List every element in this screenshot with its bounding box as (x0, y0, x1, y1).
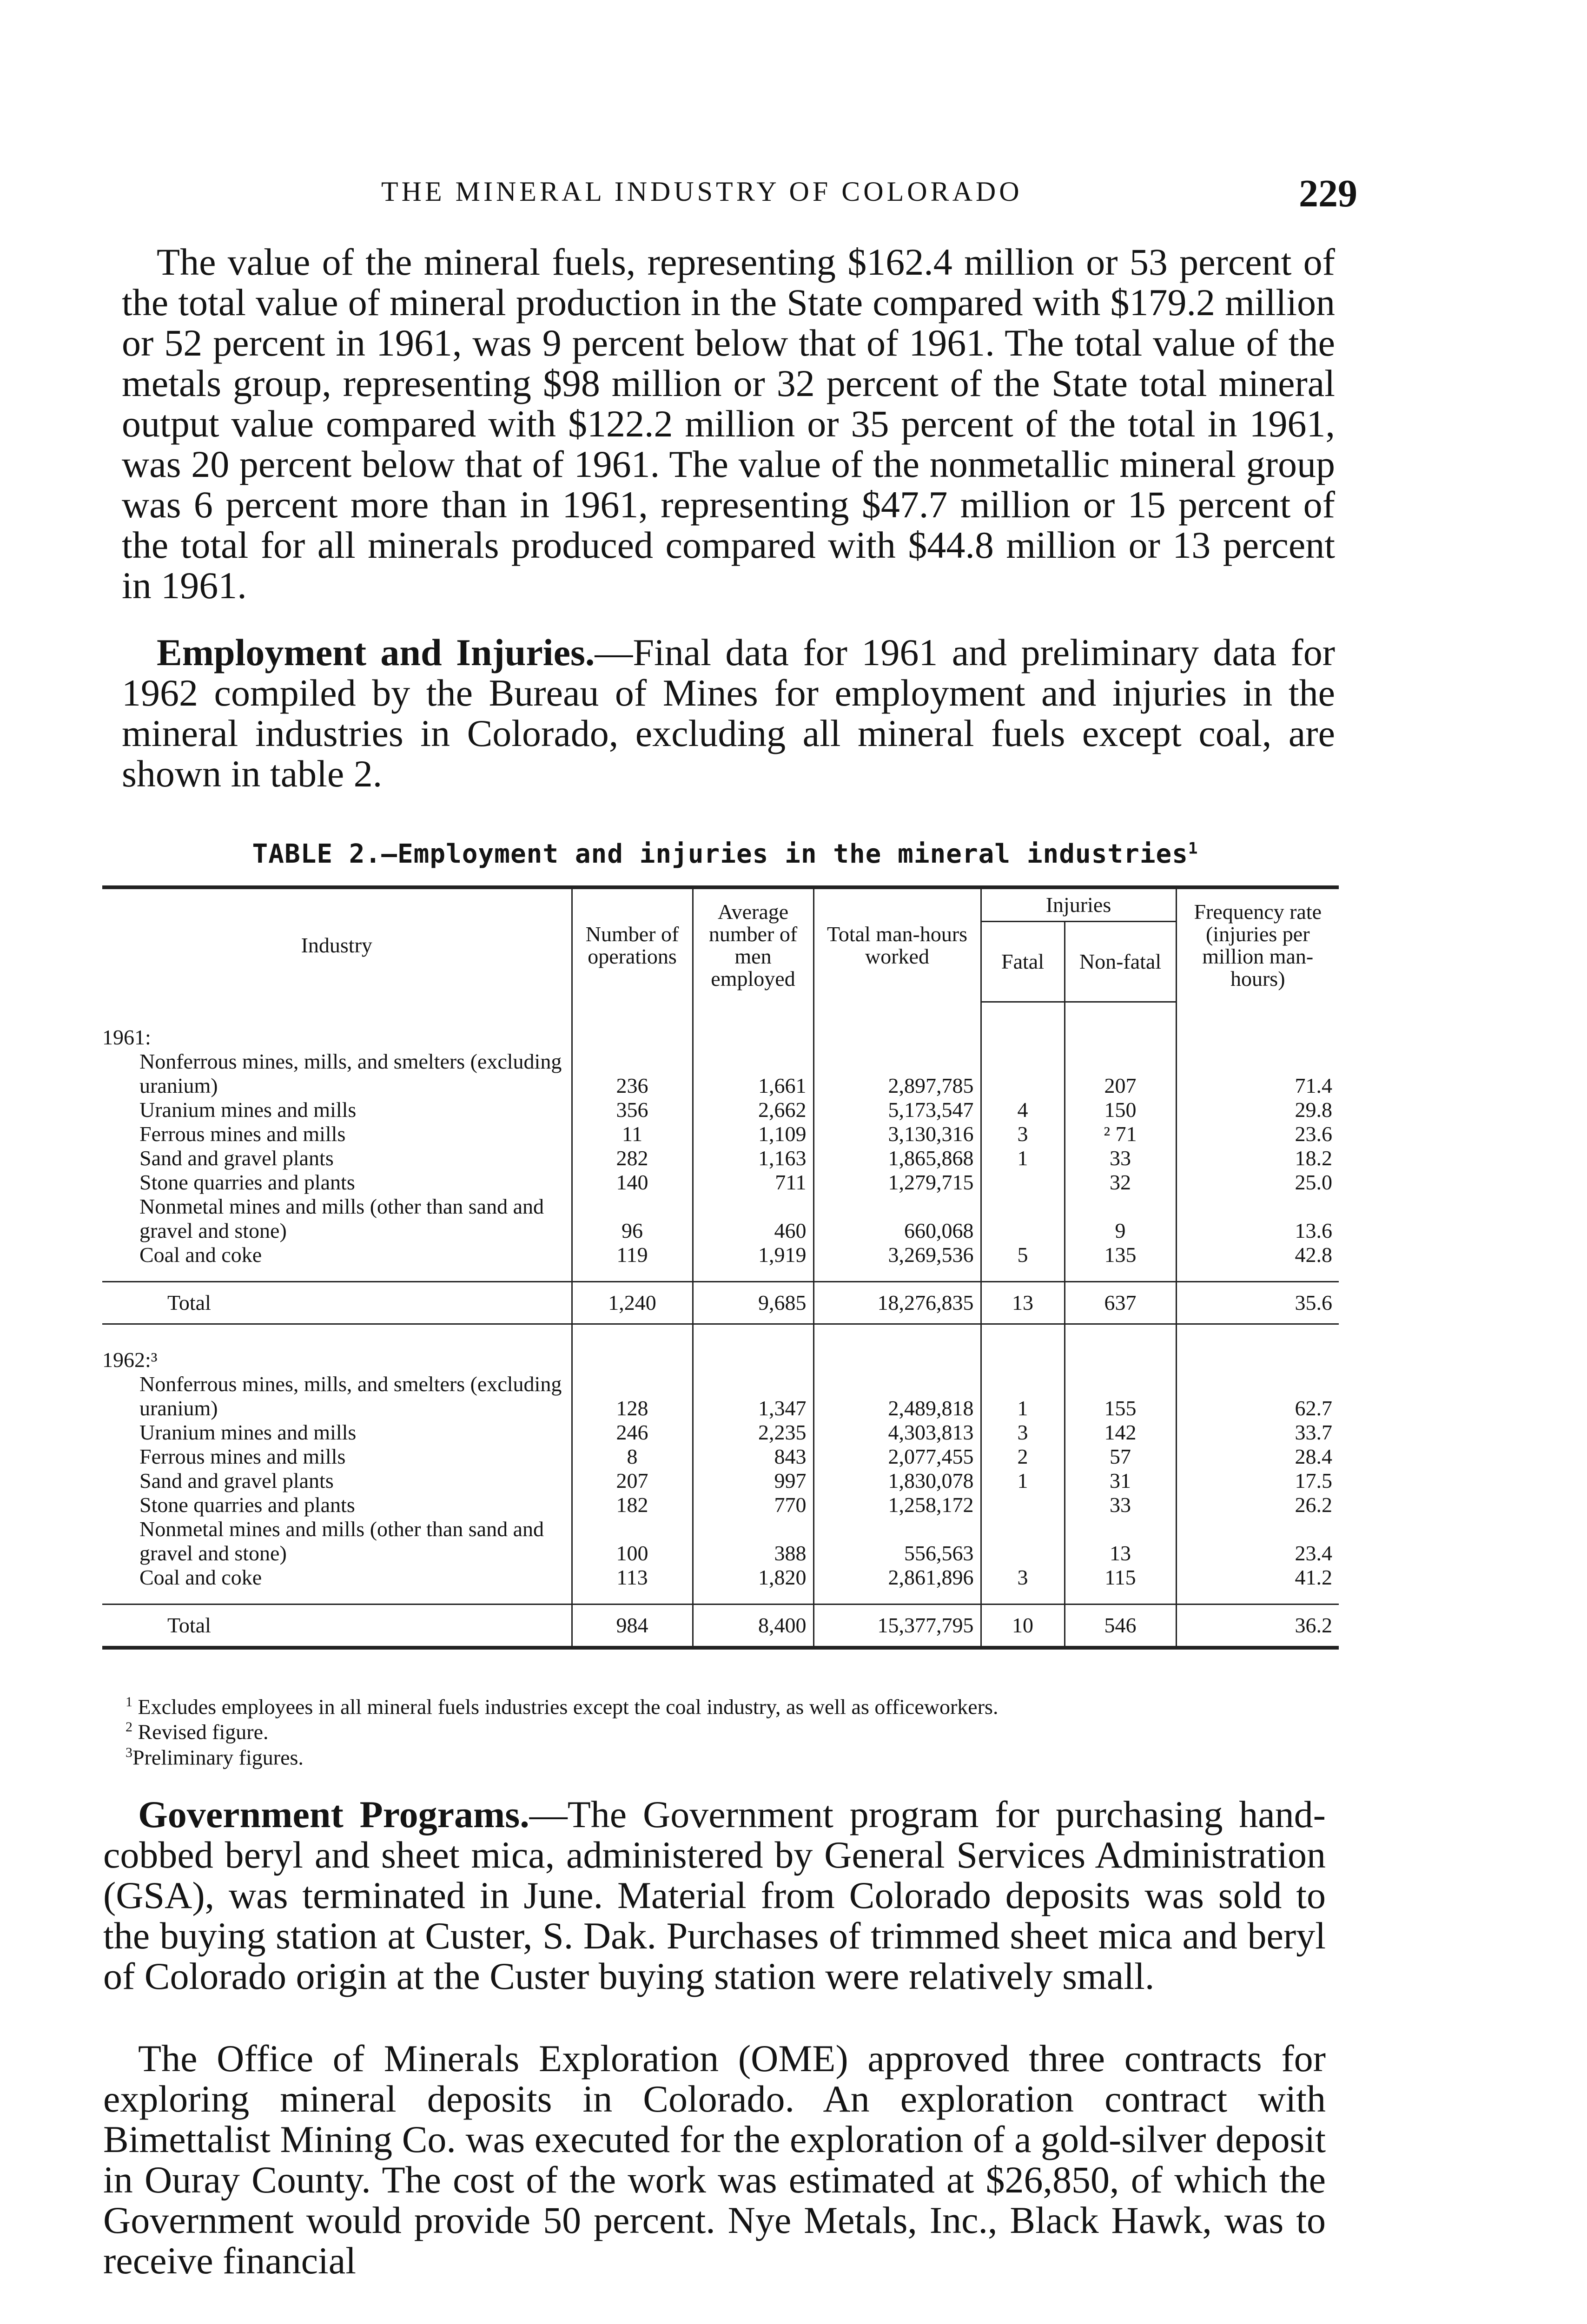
table-row (102, 1517, 1339, 1565)
hours-cell: 3,130,316 (813, 1122, 981, 1146)
men-cell: 997 (693, 1469, 813, 1493)
men-cell: 2,235 (693, 1420, 813, 1445)
nonfatal-cell: 207 (1065, 1050, 1176, 1098)
table-row (102, 1122, 1339, 1146)
industry-cell: Sand and gravel plants (139, 1468, 334, 1492)
operations-cell: 282 (572, 1146, 693, 1170)
paragraph-employment (122, 632, 1335, 794)
total-row (102, 1281, 1339, 1324)
men-cell: 1,347 (693, 1372, 813, 1420)
employment-table-wrapper (102, 885, 1339, 1650)
year-row (102, 1002, 1339, 1050)
fatal-cell: 1 (981, 1372, 1065, 1420)
fatal-cell (981, 1517, 1065, 1565)
page-number: 229 (1299, 172, 1357, 215)
fatal-cell: 3 (981, 1420, 1065, 1445)
men-cell: 388 (693, 1517, 813, 1565)
frequency-cell: 13.6 (1176, 1195, 1339, 1243)
table-row (102, 1469, 1339, 1493)
hours-cell: 1,258,172 (813, 1493, 981, 1517)
table-row (102, 1243, 1339, 1282)
fatal-cell: 3 (981, 1565, 1065, 1604)
total-hours: 18,276,835 (813, 1281, 981, 1324)
hours-cell: 556,563 (813, 1517, 981, 1565)
hours-cell: 5,173,547 (813, 1098, 981, 1122)
nonfatal-cell: 9 (1065, 1195, 1176, 1243)
hours-cell: 2,861,896 (813, 1565, 981, 1604)
nonfatal-cell: 33 (1065, 1146, 1176, 1170)
table-row (102, 1420, 1339, 1445)
nonfatal-cell: 155 (1065, 1372, 1176, 1420)
nonfatal-cell: ² 71 (1065, 1122, 1176, 1146)
frequency-cell: 29.8 (1176, 1098, 1339, 1122)
operations-cell: 113 (572, 1565, 693, 1604)
year-label: 1962:³ (102, 1347, 158, 1372)
paragraph-government-programs (103, 1794, 1326, 1996)
header-fatal: Fatal (981, 922, 1065, 1002)
nonfatal-cell: 135 (1065, 1243, 1176, 1282)
operations-cell: 96 (572, 1195, 693, 1243)
header-operations: Number of operations (572, 887, 693, 1002)
total-label: Total (102, 1604, 572, 1648)
nonfatal-cell: 33 (1065, 1493, 1176, 1517)
men-cell: 2,662 (693, 1098, 813, 1122)
total-men: 9,685 (693, 1281, 813, 1324)
paragraph-mineral-fuels: The value of the mineral fuels, representing $162.4 million or 53 percent of the total value of mineral production in the State compared with $179.2 million or 52 percent in 1961, was 9 percent below that of 1961. The total value of the metals group, representing $98 million or 32 percent of the State total mineral output value compared with $122.2 million or 35 percent of the total in 1961, was 20 percent below that of 1961. The value of the nonmetallic mineral group was 6 percent more than in 1961, representing $47.7 million or 15 percent of the total for all minerals produced compared with $44.8 million or 13 percent in 1961. (122, 241, 1335, 607)
footnote-text: Revised figure. (138, 1720, 269, 1744)
fatal-cell: 3 (981, 1122, 1065, 1146)
nonfatal-cell: 57 (1065, 1445, 1176, 1469)
frequency-cell: 26.2 (1176, 1493, 1339, 1517)
men-cell: 460 (693, 1195, 813, 1243)
industry-cell: Nonmetal mines and mills (other than sand and gravel and stone) (139, 1517, 544, 1565)
frequency-cell: 71.4 (1176, 1050, 1339, 1098)
total-fatal: 10 (981, 1604, 1065, 1648)
frequency-cell: 62.7 (1176, 1372, 1339, 1420)
industry-cell: Coal and coke (139, 1565, 262, 1589)
header-industry: Industry (102, 887, 572, 1002)
operations-cell: 11 (572, 1122, 693, 1146)
section-1962 (102, 1324, 1339, 1648)
total-men: 8,400 (693, 1604, 813, 1648)
employment-injuries-table (102, 885, 1339, 1650)
table-row (102, 1195, 1339, 1243)
operations-cell: 100 (572, 1517, 693, 1565)
industry-cell: Coal and coke (139, 1242, 262, 1267)
fatal-cell (981, 1050, 1065, 1098)
year-label: 1961: (102, 1025, 151, 1049)
men-cell: 1,163 (693, 1146, 813, 1170)
table-row (102, 1098, 1339, 1122)
industry-cell: Uranium mines and mills (139, 1097, 357, 1122)
operations-cell: 207 (572, 1469, 693, 1493)
hours-cell: 2,489,818 (813, 1372, 981, 1420)
nonfatal-cell: 142 (1065, 1420, 1176, 1445)
frequency-cell: 41.2 (1176, 1565, 1339, 1604)
footnote-text: Excludes employees in all mineral fuels industries except the coal industry, as well as officeworkers. (138, 1695, 998, 1719)
industry-cell: Stone quarries and plants (139, 1492, 355, 1517)
total-hours: 15,377,795 (813, 1604, 981, 1648)
operations-cell: 128 (572, 1372, 693, 1420)
table-footnotes (126, 1692, 1334, 1768)
total-operations: 984 (572, 1604, 693, 1648)
total-nonfatal: 637 (1065, 1281, 1176, 1324)
table-row (102, 1050, 1339, 1098)
operations-cell: 356 (572, 1098, 693, 1122)
operations-cell: 182 (572, 1493, 693, 1517)
fatal-cell (981, 1195, 1065, 1243)
running-title: THE MINERAL INDUSTRY OF COLORADO (381, 176, 1023, 207)
industry-cell: Sand and gravel plants (139, 1146, 334, 1170)
paragraph-employment-text: —Final data for 1961 and preliminary data for 1962 compiled by the Bureau of Mines for employment and injuries in the mineral industries in Colorado, excluding all mineral fuels except coal, are shown in table 2. (122, 631, 1335, 795)
industry-cell: Stone quarries and plants (139, 1170, 355, 1194)
fatal-cell (981, 1170, 1065, 1195)
footnote-text: Preliminary figures. (132, 1745, 304, 1769)
total-nonfatal: 546 (1065, 1604, 1176, 1648)
frequency-cell: 42.8 (1176, 1243, 1339, 1282)
men-cell: 1,919 (693, 1243, 813, 1282)
industry-cell: Nonferrous mines, mills, and smelters (excluding uranium) (139, 1049, 562, 1097)
fatal-cell: 2 (981, 1445, 1065, 1469)
footnote (126, 1743, 1334, 1768)
footnote-mark: 2 (126, 1719, 132, 1735)
fatal-cell: 5 (981, 1243, 1065, 1282)
paragraph-ome: The Office of Minerals Exploration (OME) approved three contracts for exploring mineral deposits in Colorado. An exploration contract with Bimettalist Mining Co. was executed for the exploration of a gold-silver deposit in Ouray County. The cost of the work was estimated at $26,850, of which the Government would provide 50 percent. Nye Metals, Inc., Black Hawk, was to receive financial (103, 2037, 1326, 2282)
industry-cell: Ferrous mines and mills (139, 1444, 346, 1468)
header-injuries: Injuries (981, 887, 1176, 922)
total-fatal: 13 (981, 1281, 1065, 1324)
industry-cell: Nonferrous mines, mills, and smelters (excluding uranium) (139, 1372, 562, 1420)
total-frequency: 35.6 (1176, 1281, 1339, 1324)
total-row (102, 1604, 1339, 1648)
hours-cell: 3,269,536 (813, 1243, 981, 1282)
men-cell: 770 (693, 1493, 813, 1517)
nonfatal-cell: 150 (1065, 1098, 1176, 1122)
table-row (102, 1493, 1339, 1517)
table-caption (116, 839, 1334, 869)
frequency-cell: 18.2 (1176, 1146, 1339, 1170)
run-in-heading-government: Government Programs. (138, 1793, 529, 1835)
table-caption-note: 1 (1188, 839, 1198, 858)
industry-cell: Ferrous mines and mills (139, 1122, 346, 1146)
hours-cell: 2,897,785 (813, 1050, 981, 1098)
nonfatal-cell: 31 (1065, 1469, 1176, 1493)
header-frequency-rate: Frequency rate (injuries per million man-hours) (1176, 887, 1339, 1002)
operations-cell: 236 (572, 1050, 693, 1098)
header-nonfatal: Non-fatal (1065, 922, 1176, 1002)
fatal-cell: 4 (981, 1098, 1065, 1122)
nonfatal-cell: 13 (1065, 1517, 1176, 1565)
operations-cell: 140 (572, 1170, 693, 1195)
men-cell: 1,820 (693, 1565, 813, 1604)
frequency-cell: 23.4 (1176, 1517, 1339, 1565)
fatal-cell: 1 (981, 1469, 1065, 1493)
total-operations: 1,240 (572, 1281, 693, 1324)
operations-cell: 8 (572, 1445, 693, 1469)
operations-cell: 246 (572, 1420, 693, 1445)
nonfatal-cell: 32 (1065, 1170, 1176, 1195)
hours-cell: 1,830,078 (813, 1469, 981, 1493)
footnote-mark: 3 (126, 1744, 132, 1760)
footnote (126, 1717, 1334, 1742)
paragraph-government-text: —The Government program for purchasing hand-cobbed beryl and sheet mica, administered by General Services Administration (GSA), was terminated in June. Material from Colorado deposits was sold to the buying station at Custer, S. Dak. Purchases of trimmed sheet mica and beryl of Colorado origin at the Custer buying station were relatively small. (103, 1793, 1326, 1997)
hours-cell: 1,865,868 (813, 1146, 981, 1170)
total-frequency: 36.2 (1176, 1604, 1339, 1648)
table-row (102, 1146, 1339, 1170)
hours-cell: 1,279,715 (813, 1170, 981, 1195)
footnote (126, 1692, 1334, 1717)
fatal-cell (981, 1493, 1065, 1517)
frequency-cell: 17.5 (1176, 1469, 1339, 1493)
industry-cell: Uranium mines and mills (139, 1420, 357, 1444)
table-caption-text: TABLE 2.—Employment and injuries in the mineral industries (252, 839, 1188, 869)
table-row (102, 1565, 1339, 1604)
men-cell: 843 (693, 1445, 813, 1469)
fatal-cell: 1 (981, 1146, 1065, 1170)
men-cell: 711 (693, 1170, 813, 1195)
header-man-hours: Total man-hours worked (813, 887, 981, 1002)
table-row (102, 1372, 1339, 1420)
table-row (102, 1170, 1339, 1195)
frequency-cell: 25.0 (1176, 1170, 1339, 1195)
run-in-heading-employment: Employment and Injuries. (157, 631, 595, 673)
nonfatal-cell: 115 (1065, 1565, 1176, 1604)
hours-cell: 660,068 (813, 1195, 981, 1243)
frequency-cell: 23.6 (1176, 1122, 1339, 1146)
operations-cell: 119 (572, 1243, 693, 1282)
men-cell: 1,109 (693, 1122, 813, 1146)
table-row (102, 1445, 1339, 1469)
frequency-cell: 33.7 (1176, 1420, 1339, 1445)
total-label: Total (102, 1281, 572, 1324)
men-cell: 1,661 (693, 1050, 813, 1098)
hours-cell: 2,077,455 (813, 1445, 981, 1469)
year-row (102, 1324, 1339, 1372)
hours-cell: 4,303,813 (813, 1420, 981, 1445)
header-men-employed: Average number of men employed (693, 887, 813, 1002)
running-header (116, 171, 1357, 213)
industry-cell: Nonmetal mines and mills (other than sand and gravel and stone) (139, 1194, 544, 1242)
frequency-cell: 28.4 (1176, 1445, 1339, 1469)
footnote-mark: 1 (126, 1694, 132, 1710)
section-1961 (102, 1002, 1339, 1324)
